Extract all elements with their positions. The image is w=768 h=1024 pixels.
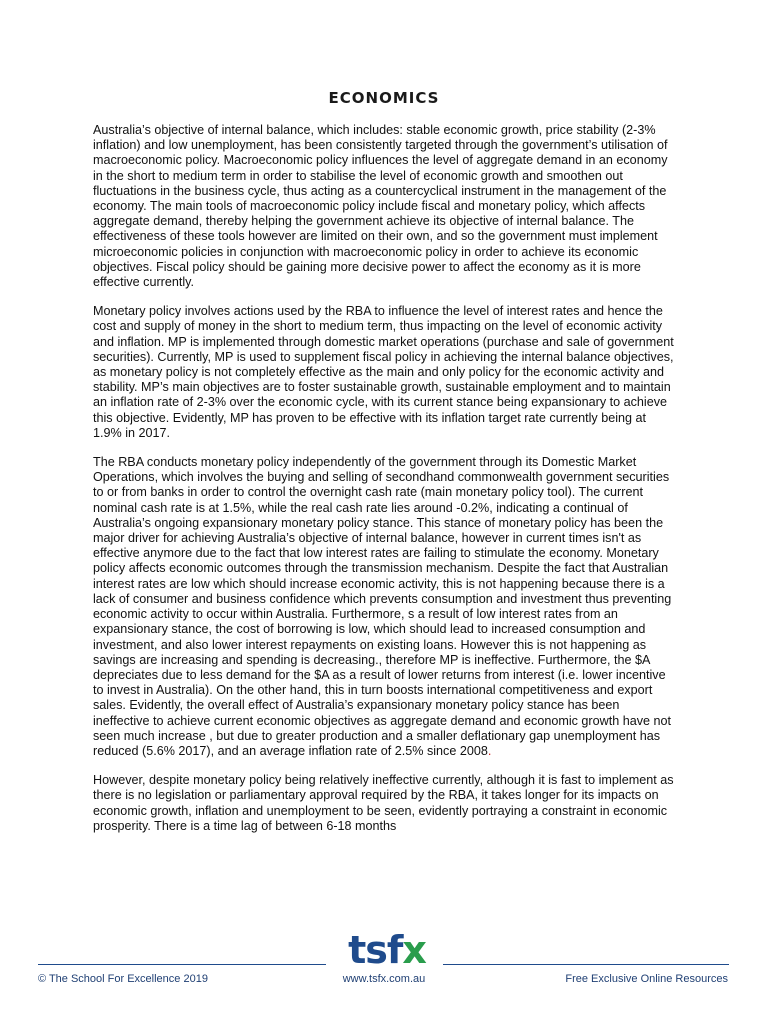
trailing-mark: . bbox=[487, 743, 492, 758]
paragraph-4: However, despite monetary policy being relatively ineffective currently, although it is fast to implement as there is no legislation or parliamentary approval required by the RBA, it takes longer for its impacts on economic growth, inflation and unemployment to be seen, evidently portraying a constraint in economic prosperity. There is a time lag of between 6-18 months bbox=[93, 773, 674, 833]
footer-divider-left bbox=[38, 964, 326, 965]
footer-divider-right bbox=[443, 964, 729, 965]
paragraph-1: Australia’s objective of internal balance, which includes: stable economic growth, price stability (2-3% inflation) and low unemployment, has been consistently targeted through the government’s utilisation of macroeconomic policy. Macroeconomic policy influences the level of aggregate demand in an economy in the short to medium term in order to stabilise the level of economic growth and smoothen out fluctuations in the business cycle, thus acting as a countercyclical instrument in the management of the economy. The main tools of macroeconomic policy include fiscal and monetary policy, which affects aggregate demand, thereby helping the government achieve its objective of internal balance. The effectiveness of these tools however are limited on their own, and so the government must implement microeconomic policies in conjunction with macroeconomic policy in order to achieve its economic objectives. Fiscal policy should be gaining more decisive power to affect the economy as it is more effective currently. bbox=[93, 123, 668, 290]
tsfx-logo bbox=[347, 930, 427, 970]
paragraph-3-text: The RBA conducts monetary policy independently of the government through its Domestic Market Operations, which involves the buying and selling of secondhand commonwealth government securities to or from banks in order to control the overnight cash rate (main monetary policy tool). The current nominal cash rate is at 1.5%, while the real cash rate lies around -0.2%, indicating a continual of Australia’s ongoing expansionary monetary policy stance. This stance of monetary policy has been the major driver for achieving Australia’s objective of internal balance, however in current times isn't as effective anymore due to the fact that low interest rates are failing to stimulate the economy. Monetary policy affects economic outcomes through the transmission mechanism. Despite the fact that Australian interest rates are low which should increase economic activity, this is not happening because there is a lack of consumer and business confidence which prevents consumption and investment thus preventing economic activity to occur within Australia. Furthermore, s a result of low interest rates from an expansionary stance, the cost of borrowing is low, which should lead to increased consumption and investment, and also lower interest repayments on existing loans. However this is not happening as savings are increasing and spending is decreasing., therefore MP is ineffective. Furthermore, the $A depreciates due to less demand for the $A as a result of lower returns from interest (i.e. lower incentive to invest in Australia). On the other hand, this in turn boosts international competitiveness and export sales. Evidently, the overall effect of Australia’s expansionary monetary policy stance has been ineffective to achieve current economic objectives as aggregate demand and economic growth have not seen much increase , but due to greater production and a smaller deflationary gap unemployment has reduced (5.6% 2017), and an average inflation rate of 2.5% since 2008 bbox=[93, 455, 672, 758]
paragraph-2: Monetary policy involves actions used by the RBA to influence the level of interest rates and hence the cost and supply of money in the short to medium term, thus impacting on the level of economic activity and inflation. MP is implemented through domestic market operations (purchase and sale of government securities). Currently, MP is used to supplement fiscal policy in achieving the internal balance objectives, as monetary policy is not completely effective as the main and only policy for the economic activity and stability. MP’s main objectives are to foster sustainable growth, sustainable employment and to maintain an inflation rate of 2-3% over the economic cycle, with its current stance being expansionary to achieve this objective. Evidently, MP has proven to be effective with its inflation target rate currently being at 1.9% in 2017. bbox=[93, 304, 674, 440]
paragraph-3 bbox=[93, 455, 675, 759]
footer-website-link[interactable]: www.tsfx.com.au bbox=[342, 973, 426, 985]
document-body bbox=[93, 123, 675, 848]
footer-resources: Free Exclusive Online Resources bbox=[565, 973, 728, 985]
page-title: ECONOMICS bbox=[328, 89, 440, 107]
logo-text-accent: x bbox=[402, 928, 426, 972]
footer-copyright: © The School For Excellence 2019 bbox=[38, 973, 208, 985]
logo-text-main: tsf bbox=[348, 928, 403, 972]
